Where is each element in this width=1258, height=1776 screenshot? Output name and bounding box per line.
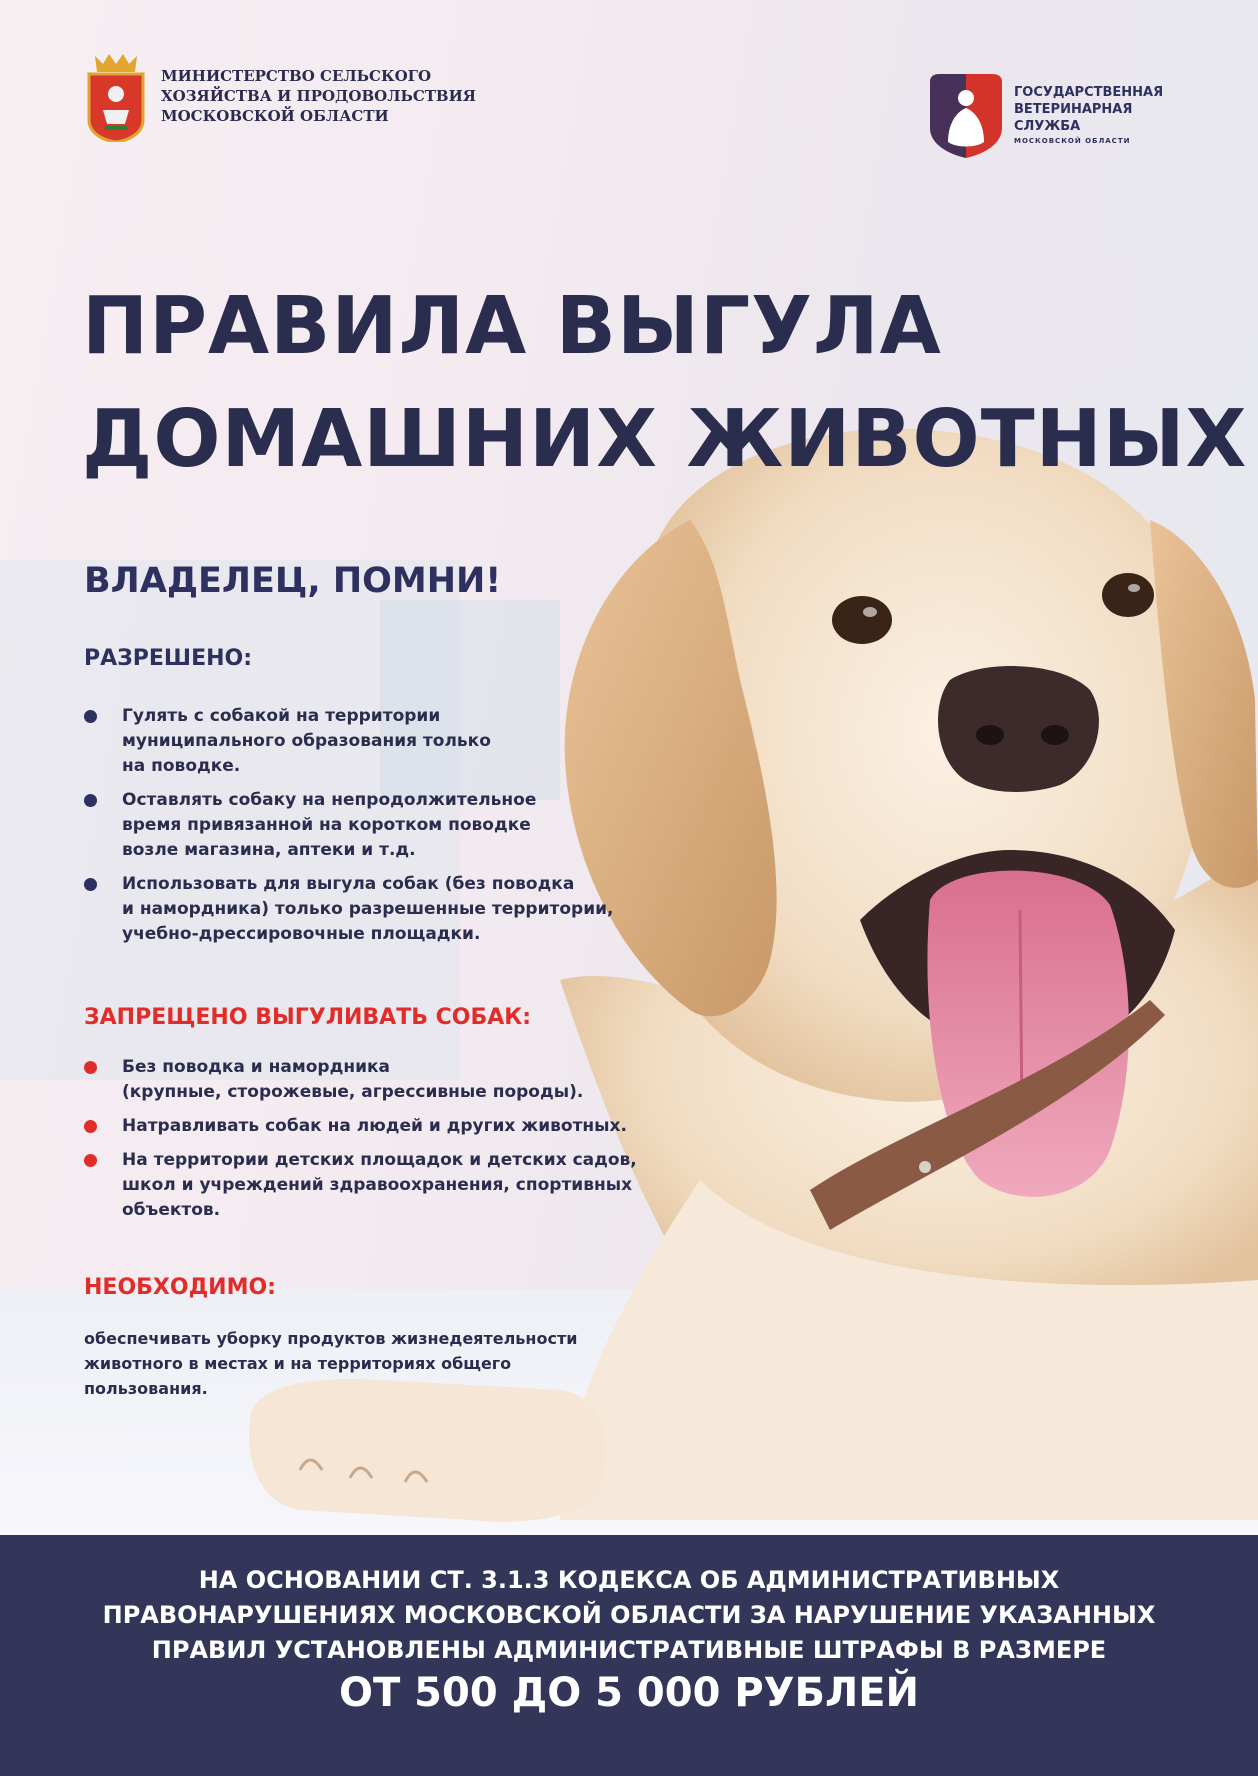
list-item: На территории детских площадок и детских садов, школ и учреждений здравоохранения, спортивных объектов. [84,1148,637,1223]
list-item: Без поводка и намордника (крупные, сторожевые, агрессивные породы). [84,1055,637,1105]
required-text: обеспечивать уборку продуктов жизнедеятельности животного в местах и на территориях общего пользования. [84,1329,578,1398]
vet-service-header [926,72,1174,158]
list-item: Использовать для выгула собак (без поводка и намордника) только разрешенные территории, учебно-дрессировочные площадки. [84,872,613,947]
fine-banner [0,1535,1258,1776]
page-title [82,270,1248,496]
ministry-line: МИНИСТЕРСТВО СЕЛЬСКОГО [161,67,432,85]
bullet-icon [84,1120,97,1133]
banner-line: ПРАВИЛ УСТАНОВЛЕНЫ АДМИНИСТРАТИВНЫЕ ШТРАФЫ В РАЗМЕРЕ [151,1636,1107,1664]
forbidden-heading: ЗАПРЕЩЕНО ВЫГУЛИВАТЬ СОБАК: [84,1005,532,1030]
vet-line: СЛУЖБА [1014,118,1081,134]
forbidden-list [84,1055,637,1232]
bullet-icon [84,1061,97,1074]
banner-line: ПРАВОНАРУШЕНИЯХ МОСКОВСКОЙ ОБЛАСТИ ЗА НАРУШЕНИЕ УКАЗАННЫХ [102,1601,1156,1629]
ministry-header [85,50,481,142]
bullet-icon [84,710,97,723]
list-item: Натравливать собак на людей и других животных. [84,1114,637,1139]
allowed-heading: РАЗРЕШЕНО: [84,646,253,671]
vet-service-logo-icon [926,72,1006,158]
owner-reminder: ВЛАДЕЛЕЦ, ПОМНИ! [84,561,502,601]
ministry-line: МОСКОВСКОЙ ОБЛАСТИ [161,107,389,125]
required-heading: НЕОБХОДИМО: [84,1275,276,1300]
fine-amount: ОТ 500 ДО 5 000 РУБЛЕЙ [338,1670,920,1716]
banner-line: НА ОСНОВАНИИ СТ. 3.1.3 КОДЕКСА ОБ АДМИНИСТРАТИВНЫХ [198,1566,1060,1594]
ministry-line: ХОЗЯЙСТВА И ПРОДОВОЛЬСТВИЯ [161,87,477,105]
vet-line: ВЕТЕРИНАРНАЯ [1014,101,1133,117]
title-line-1: ПРАВИЛА ВЫГУЛА [82,280,942,372]
bullet-icon [84,794,97,807]
allowed-list [84,704,613,956]
bullet-icon [84,878,97,891]
title-line-2: ДОМАШНИХ ЖИВОТНЫХ [82,393,1248,485]
vet-line: ГОСУДАРСТВЕННАЯ [1014,84,1164,100]
list-item: Оставлять собаку на непродолжительное время привязанной на коротком поводке возле магазина, аптеки и т.д. [84,788,613,863]
coat-of-arms-icon [85,50,147,142]
vet-subtitle: МОСКОВСКОЙ ОБЛАСТИ [1014,136,1131,145]
bullet-icon [84,1154,97,1167]
list-item: Гулять с собакой на территории муниципального образования только на поводке. [84,704,613,779]
